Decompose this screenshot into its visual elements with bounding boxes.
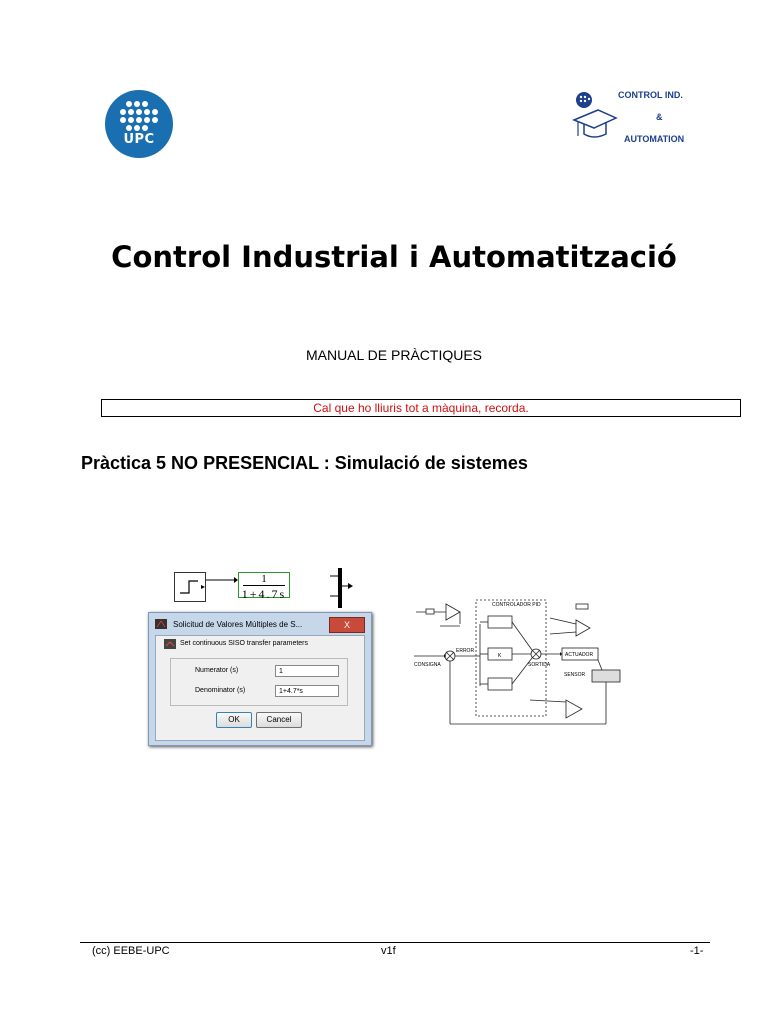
logo-line-automation: AUTOMATION [624, 134, 685, 144]
footer-rule [80, 942, 710, 943]
output-opamp [576, 620, 590, 636]
document-title: Control Industrial i Automatització [111, 240, 677, 274]
footer-license: (cc) EEBE-UPC [92, 945, 170, 957]
proportional-k-label: K [498, 653, 502, 659]
upc-logo [105, 90, 173, 158]
pid-block-diagram [410, 594, 628, 732]
upc-logo-text: UPC [123, 132, 155, 147]
derivative-block [488, 678, 512, 690]
footer-version: v1f [381, 945, 396, 957]
controller-label: CONTROLADOR PID [492, 602, 541, 608]
actuador-label: ACTUADOR [565, 652, 594, 658]
graduation-cap-icon [572, 88, 618, 150]
denominator-label: Denominator (s) [195, 687, 246, 694]
denominator-input[interactable]: 1+4.7*s [275, 685, 339, 697]
footer-page-number: -1- [690, 945, 704, 957]
parameters-icon [164, 639, 176, 649]
dialog-app-icon [155, 619, 167, 629]
upc-dots-icon [119, 100, 159, 132]
numerator-label: Numerator (s) [195, 667, 239, 674]
error-label: ERROR [456, 648, 475, 654]
sortida-label: SORTIDA [528, 662, 551, 668]
dialog-heading: Set continuous SISO transfer parameters [180, 640, 309, 647]
simulink-screenshot [146, 562, 372, 746]
dialog-title: Solicitud de Valores Múltiples de S... [173, 620, 303, 629]
integral-block [488, 616, 512, 628]
dialog-body [155, 635, 365, 741]
plant-tank [592, 670, 620, 682]
cancel-button[interactable]: Cancel [256, 712, 302, 728]
practice-heading: Pràctica 5 NO PRESENCIAL : Simulació de sistemes [81, 453, 528, 473]
close-button[interactable]: X [329, 617, 365, 633]
tf-denominator: 1+4.7s [241, 587, 287, 601]
parameter-group [170, 658, 348, 706]
document-subtitle: MANUAL DE PRÀCTIQUES [305, 347, 483, 363]
transfer-function-block [238, 572, 290, 601]
input-opamp [446, 604, 460, 620]
control-automation-logo [572, 88, 712, 150]
notice-box: Cal que ho lliuris tot a màquina, recorda. [101, 399, 741, 417]
tf-fraction-line [243, 585, 285, 586]
numerator-input[interactable]: 1 [275, 665, 339, 677]
step-block [174, 572, 206, 602]
ok-button[interactable]: OK [216, 712, 252, 728]
consigna-label: CONSIGNA [414, 662, 441, 668]
logo-line-control: CONTROL IND. [618, 90, 683, 100]
step-icon [175, 573, 205, 601]
mux-icon [330, 566, 354, 614]
tf-numerator: 1 [261, 573, 267, 585]
logo-line-ampersand: & [656, 112, 663, 122]
sensor-label: SENSOR [564, 672, 586, 678]
sensor-opamp [566, 700, 582, 718]
parameters-dialog [148, 612, 372, 746]
signal-arrow-icon [206, 576, 238, 584]
